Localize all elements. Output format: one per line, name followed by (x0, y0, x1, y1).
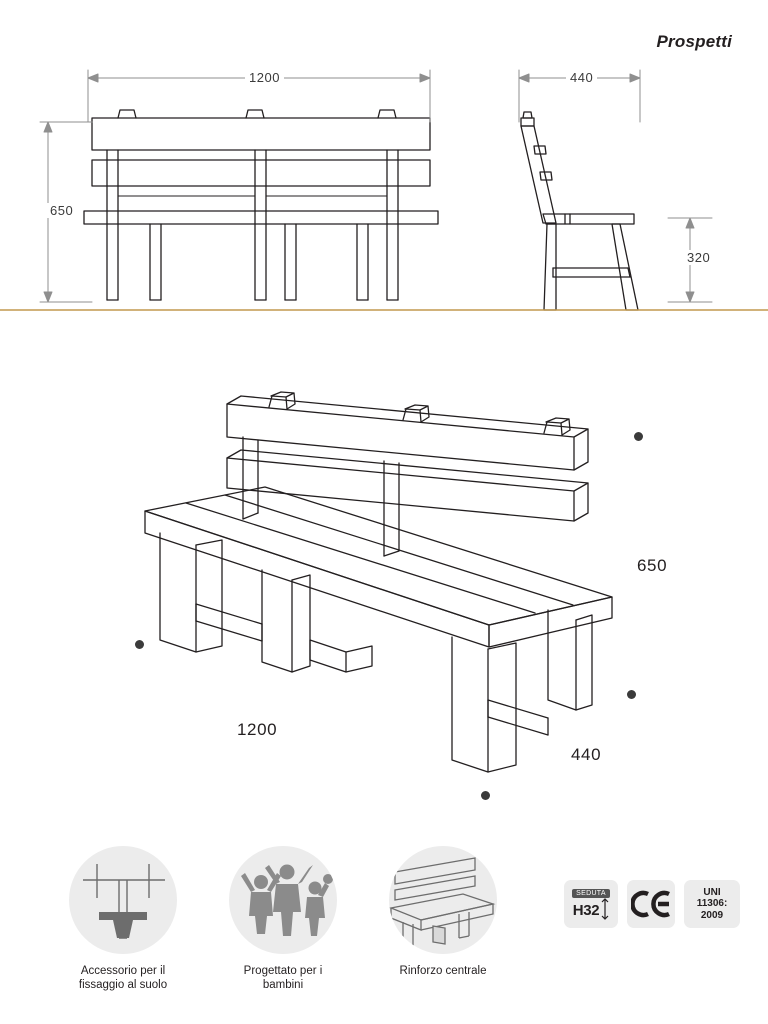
uni-line1: UNI (703, 886, 721, 898)
height-arrow-icon (601, 898, 609, 920)
side-elevation-lines (521, 112, 638, 310)
side-depth-dimension: 440 (566, 70, 597, 85)
feature-list (38, 846, 558, 1006)
side-seat-height-dimension: 320 (683, 250, 714, 265)
leader-dot-height (634, 432, 643, 441)
seduta-label: SEDUTA (572, 889, 610, 898)
feature-ground-anchor (38, 846, 208, 992)
feature-caption-line1: Progettato per i (243, 965, 323, 977)
ce-icon (631, 890, 671, 918)
seduta-h32-badge (564, 880, 618, 928)
feature-caption-line2: bambini (262, 979, 304, 991)
leader-dot-length-left (135, 640, 144, 649)
feature-caption-line1: Accessorio per il (80, 965, 166, 977)
leader-dot-depth (627, 690, 636, 699)
leader-dot-bottom (481, 791, 490, 800)
perspective-height-label: 650 (637, 556, 668, 575)
uni-line3: 2009 (700, 909, 724, 921)
front-height-dimension: 650 (46, 203, 77, 218)
page-title: Prospetti (656, 32, 732, 51)
front-elevation-lines (84, 110, 438, 300)
feature-children (198, 846, 368, 992)
front-width-dimension: 1200 (245, 70, 284, 85)
ground-anchor-icon (69, 846, 177, 954)
children-playing-icon (229, 846, 337, 954)
central-reinforcement-icon (389, 846, 497, 954)
feature-reinforcement (358, 846, 528, 978)
ce-mark-badge (627, 880, 675, 928)
seduta-value: H32 (572, 901, 600, 919)
feature-caption (358, 964, 528, 978)
perspective-lines (145, 392, 612, 772)
uni-line2: 11306: (696, 898, 728, 910)
certification-badges (564, 880, 740, 928)
feature-caption-line2: fissaggio al suolo (78, 979, 168, 991)
uni-standard-badge (684, 880, 740, 928)
perspective-length-label: 1200 (237, 720, 278, 739)
perspective-depth-label: 440 (571, 745, 602, 764)
feature-caption (198, 964, 368, 992)
feature-caption (38, 964, 208, 992)
feature-caption-line1: Rinforzo centrale (399, 965, 487, 977)
